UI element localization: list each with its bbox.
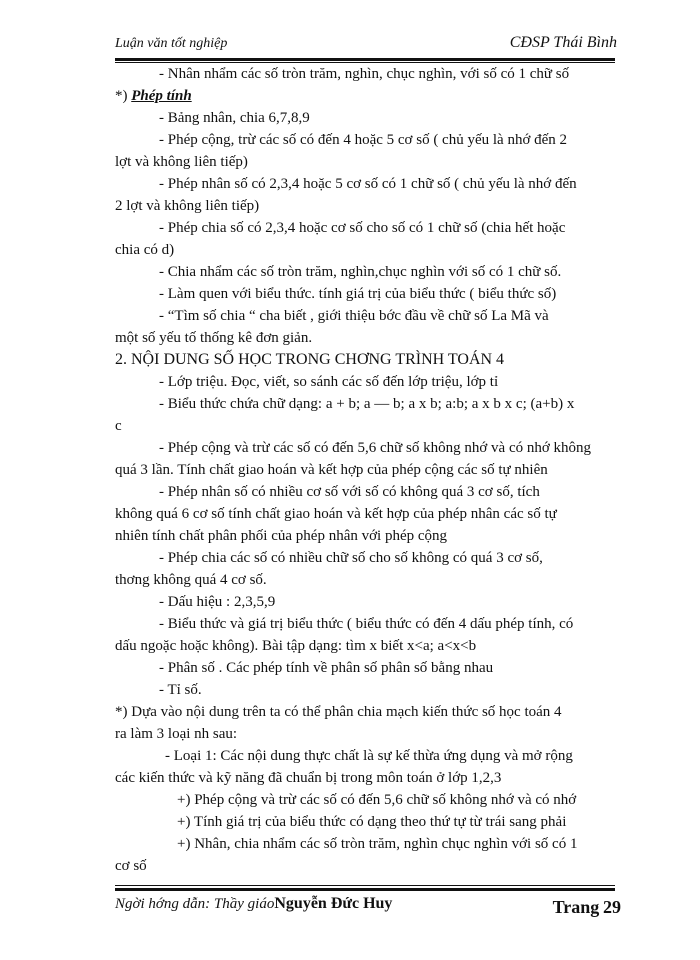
body-line: - Lớp triệu. Đọc, viết, so sánh các số đến lớp triệu, lớp tỉ (159, 374, 499, 390)
page-label: Trang (552, 897, 600, 917)
body-line: cơ số (115, 858, 147, 874)
header-rule (115, 58, 615, 61)
body-line: thơng không quá 4 cơ số. (115, 572, 267, 588)
body-line: - Tỉ số. (159, 682, 202, 698)
footer-advisor-name: Nguyễn Đức Huy (274, 895, 393, 912)
body-line: một số yếu tố thống kê đơn giản. (115, 330, 313, 346)
body-line: - Phép chia các số có nhiều chữ số cho số không có quá 3 cơ số, (159, 550, 543, 566)
body-line: - Phép chia số có 2,3,4 hoặc cơ số cho số có 1 chữ số (chia hết hoặc (159, 220, 566, 236)
footer-rule (115, 888, 615, 891)
body-line: - Chia nhẩm các số tròn trăm, nghìn,chục nghìn với số có 1 chữ số. (159, 264, 562, 280)
body-line: nhiên tính chất phân phối của phép nhân với phép cộng (115, 528, 448, 544)
page-footer (115, 885, 621, 925)
footer-rule-thin (115, 885, 615, 886)
body-line: - Làm quen với biểu thức. tính giá trị của biểu thức ( biểu thức số) (159, 286, 557, 302)
body-line: - Nhân nhẩm các số tròn trăm, nghìn, chục nghìn, với số có 1 chữ số (159, 66, 570, 82)
section-subheading (115, 86, 192, 106)
body-line: - Bảng nhân, chia 6,7,8,9 (159, 110, 310, 126)
header-thesis-label: Luận văn tốt nghiệp (115, 36, 228, 51)
body-line: các kiến thức và kỹ năng đã chuẩn bị trong môn toán ở lớp 1,2,3 (115, 770, 502, 786)
body-line: quá 3 lần. Tính chất giao hoán và kết hợp của phép cộng các số tự nhiên (115, 462, 548, 478)
header-rule-thin (115, 62, 615, 63)
body-line: lợt và không liên tiếp) (115, 154, 248, 170)
page-number-value: 29 (603, 897, 621, 917)
page-header (115, 36, 615, 60)
body-line: - Phân số . Các phép tính về phân số phân số bằng nhau (159, 660, 494, 676)
section-subheading-label: Phép tính (131, 88, 192, 104)
body-line: dấu ngoặc hoặc không). Bài tập dạng: tìm x biết x<a; a<x<b (115, 638, 477, 654)
body-line: - Phép nhân số có nhiều cơ số với số có không quá 3 cơ số, tích (159, 484, 540, 500)
page-number (553, 897, 621, 918)
body-line: - Phép cộng, trừ các số có đến 4 hoặc 5 cơ số ( chủ yếu là nhớ đến 2 (159, 132, 568, 148)
body-line: - Loại 1: Các nội dung thực chất là sự kế thừa ứng dụng và mở rộng (165, 748, 573, 764)
body-line: *) Dựa vào nội dung trên ta có thể phân chia mạch kiến thức số học toán 4 (115, 704, 562, 720)
footer-advisor (115, 895, 392, 913)
body-line: không quá 6 cơ số tính chất giao hoán và kết hợp của phép nhân các số tự (115, 506, 557, 522)
body-line: - Biểu thức và giá trị biểu thức ( biểu thức có đến 4 dấu phép tính, có (159, 616, 574, 632)
body-line: 2 lợt và không liên tiếp) (115, 198, 260, 214)
section-heading: 2. NỘI DUNG SỐ HỌC TRONG CHƠNG TRÌNH TOÁN 4 (115, 351, 505, 368)
body-line: ra làm 3 loại nh sau: (115, 726, 238, 742)
header-school-label: CĐSP Thái Bình (509, 34, 617, 51)
body-line: c (115, 418, 122, 434)
body-line: +) Phép cộng và trừ các số có đến 5,6 chữ số không nhớ và có nhớ (177, 792, 577, 808)
body-line: +) Tính giá trị của biểu thức có dạng theo thứ tự từ trái sang phải (177, 814, 567, 830)
body-line: - “Tìm số chia “ cha biết , giới thiệu bớc đầu về chữ số La Mã và (159, 308, 549, 324)
bullet-marker: *) (115, 88, 128, 104)
body-line: - Phép nhân số có 2,3,4 hoặc 5 cơ số có 1 chữ số ( chủ yếu là nhớ đến (159, 176, 577, 192)
footer-advisor-prefix: Ngời hớng dẫn: Thầy giáo (115, 896, 275, 912)
body-line: - Biểu thức chứa chữ dạng: a + b; a — b; a x b; a:b; a x b x c; (a+b) x (159, 396, 575, 412)
body-line: - Phép cộng và trừ các số có đến 5,6 chữ số không nhớ và có nhớ không (159, 440, 592, 456)
body-line: - Dấu hiệu : 2,3,5,9 (159, 594, 276, 610)
body-line: +) Nhân, chia nhẩm các số tròn trăm, nghìn chục nghìn với số có 1 (177, 836, 578, 852)
body-line: chia có d) (115, 242, 175, 258)
